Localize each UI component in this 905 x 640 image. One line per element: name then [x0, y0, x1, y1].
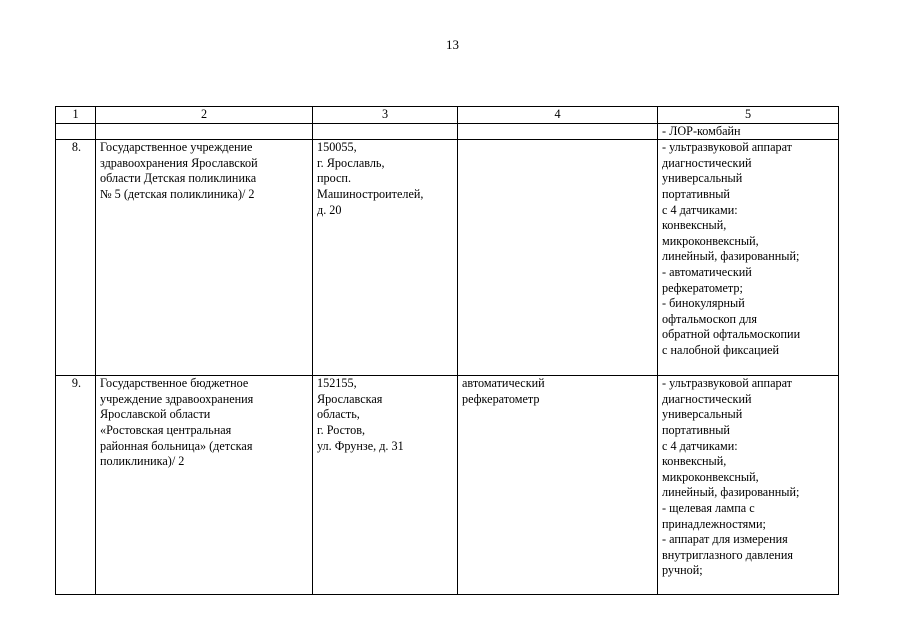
address-line: г. Ростов, [317, 422, 366, 437]
address-line: г. Ярославль, [317, 155, 385, 170]
institution-line: Государственное бюджетное [100, 376, 249, 391]
institution-line: № 5 (детская поликлиника)/ 2 [100, 186, 255, 201]
column-4-line: автоматический [462, 376, 545, 391]
equipment-line: портативный [662, 422, 730, 437]
header-cell-2: 2 [96, 107, 313, 124]
continuation-cell-4 [458, 123, 658, 140]
equipment-line: рефкератометр; [662, 280, 743, 295]
equipment-line: - щелевая лампа с [662, 500, 755, 515]
column-4-cell [458, 140, 658, 376]
header-cell-4: 4 [458, 107, 658, 124]
institution-line: районная больница» (детская [100, 438, 253, 453]
equipment-line: универсальный [662, 171, 743, 186]
row-number: 9. [56, 376, 96, 595]
equipment-line: принадлежностями; [662, 516, 766, 531]
equipment-line: конвексный, [662, 454, 727, 469]
row-number: 8. [56, 140, 96, 376]
equipment-line: линейный, фазированный; [662, 485, 800, 500]
address-cell [313, 140, 458, 376]
institution-cell [96, 376, 313, 595]
institution-line: Ярославской области [100, 407, 211, 422]
equipment-line: внутриглазного давления [662, 547, 793, 562]
equipment-line: конвексный, [662, 218, 727, 233]
equipment-line: ручной; [662, 563, 703, 578]
institution-line: поликлиника)/ 2 [100, 454, 185, 469]
header-cell-1: 1 [56, 107, 96, 124]
institution-line: учреждение здравоохранения [100, 391, 254, 406]
equipment-line: микроконвексный, [662, 469, 759, 484]
equipment-line: - автоматический [662, 264, 752, 279]
address-line: д. 20 [317, 202, 342, 217]
continuation-cell-5: - ЛОР-комбайн [658, 123, 839, 140]
address-cell [313, 376, 458, 595]
header-cell-3: 3 [313, 107, 458, 124]
table-row [56, 376, 839, 595]
continuation-cell-1 [56, 123, 96, 140]
column-4-line: рефкератометр [462, 391, 540, 406]
institution-cell [96, 140, 313, 376]
address-line: просп. [317, 171, 351, 186]
facilities-table [55, 106, 839, 595]
column-4-cell [458, 376, 658, 595]
table-row [56, 140, 839, 376]
equipment-line: с налобной фиксацией [662, 342, 780, 357]
address-line: 150055, [317, 140, 357, 155]
equipment-cell [658, 376, 839, 595]
equipment-line: обратной офтальмоскопии [662, 327, 801, 342]
address-line: область, [317, 407, 360, 422]
address-line: Ярославская [317, 391, 383, 406]
equipment-line: с 4 датчиками: [662, 438, 738, 453]
equipment-line: диагностический [662, 155, 752, 170]
equipment-line: - аппарат для измерения [662, 532, 788, 547]
equipment-line: - бинокулярный [662, 296, 745, 311]
equipment-line: портативный [662, 186, 730, 201]
page-number: 13 [446, 37, 459, 52]
header-cell-5: 5 [658, 107, 839, 124]
table-header-row [56, 107, 839, 124]
equipment-line: с 4 датчиками: [662, 202, 738, 217]
equipment-line: - ультразвуковой аппарат [662, 376, 793, 391]
equipment-line: диагностический [662, 391, 752, 406]
institution-line: Государственное учреждение [100, 140, 253, 155]
continuation-row [56, 123, 839, 140]
address-line: ул. Фрунзе, д. 31 [317, 438, 404, 453]
equipment-line: универсальный [662, 407, 743, 422]
address-line: Машиностроителей, [317, 186, 424, 201]
institution-line: области Детская поликлиника [100, 171, 257, 186]
address-line: 152155, [317, 376, 357, 391]
institution-line: здравоохранения Ярославской [100, 155, 258, 170]
equipment-line: - ультразвуковой аппарат [662, 140, 793, 155]
equipment-line: микроконвексный, [662, 233, 759, 248]
equipment-cell [658, 140, 839, 376]
continuation-cell-2 [96, 123, 313, 140]
institution-line: «Ростовская центральная [100, 422, 232, 437]
continuation-cell-3 [313, 123, 458, 140]
equipment-line: линейный, фазированный; [662, 249, 800, 264]
equipment-line: офтальмоскоп для [662, 311, 757, 326]
